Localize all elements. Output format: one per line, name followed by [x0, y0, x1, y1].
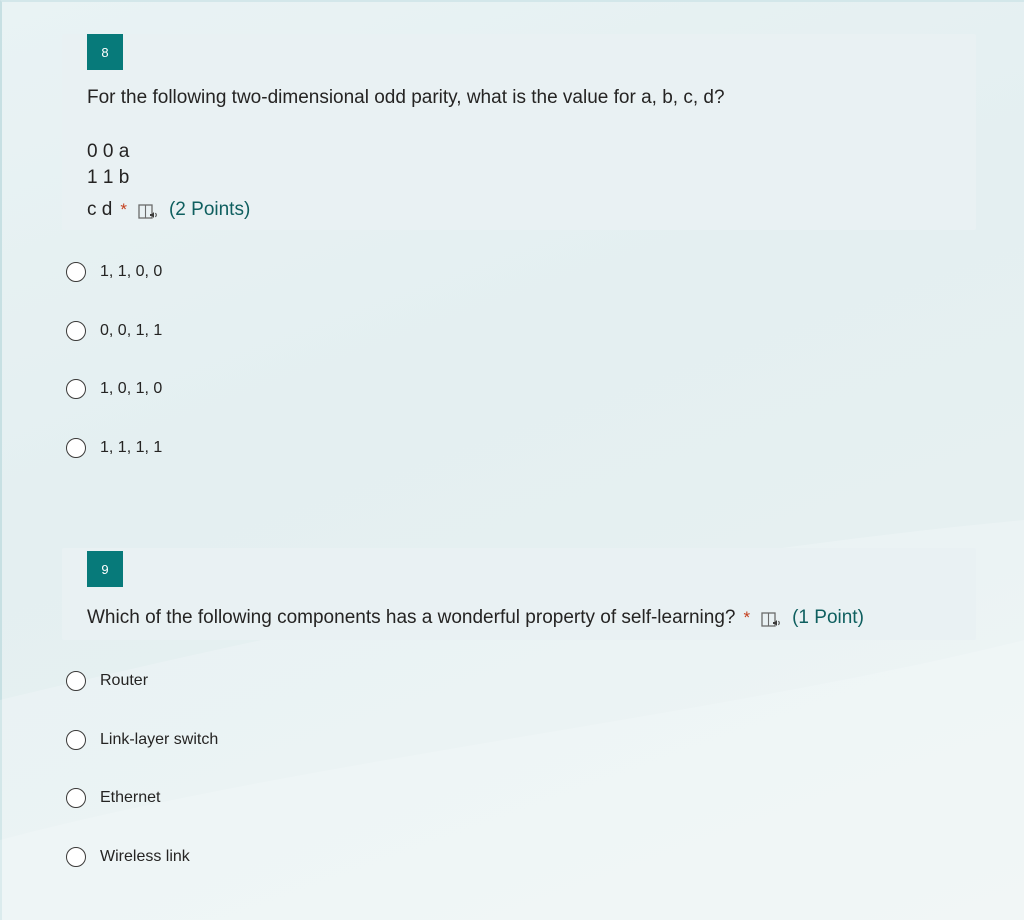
option-q8-4[interactable] [66, 436, 162, 460]
radio-circle[interactable] [66, 788, 86, 808]
question-title: For the following two-dimensional odd parity, what is the value for a, b, c, d? [87, 87, 725, 108]
option-q9-1[interactable] [66, 669, 148, 693]
question-title: Which of the following components has a wonderful property of self-learning? [87, 607, 736, 628]
question-number-badge: 8 [87, 34, 123, 70]
parity-row-2: 1 1 b [87, 167, 130, 188]
option-label: 1, 1, 1, 1 [100, 439, 163, 456]
option-label: Link-layer switch [100, 731, 219, 748]
question-number-badge: 9 [87, 551, 123, 587]
option-label: 1, 1, 0, 0 [100, 263, 163, 280]
question-card-9 [62, 548, 976, 640]
required-asterisk: * [743, 608, 751, 627]
radio-circle[interactable] [66, 671, 86, 691]
question-card-8 [62, 34, 976, 230]
radio-circle[interactable] [66, 262, 86, 282]
option-q8-3[interactable] [66, 377, 162, 401]
radio-circle[interactable] [66, 321, 86, 341]
option-q9-2[interactable] [66, 728, 218, 752]
option-label: Router [100, 672, 149, 689]
radio-circle[interactable] [66, 730, 86, 750]
parity-row-3-text: c d [87, 199, 113, 220]
option-q9-3[interactable] [66, 786, 160, 810]
option-label: Wireless link [100, 848, 190, 865]
points-label: (2 Points) [168, 199, 251, 220]
option-q8-2[interactable] [66, 319, 162, 343]
option-q8-1[interactable] [66, 260, 162, 284]
option-label: 1, 0, 1, 0 [100, 380, 163, 397]
question-title-row [87, 607, 864, 629]
parity-row-3 [87, 199, 250, 221]
points-label: (1 Point) [792, 607, 864, 628]
parity-row-1: 0 0 a [87, 141, 130, 162]
radio-circle[interactable] [66, 438, 86, 458]
immersive-reader-icon[interactable] [760, 610, 782, 630]
option-label: Ethernet [100, 789, 161, 806]
radio-circle[interactable] [66, 379, 86, 399]
radio-circle[interactable] [66, 847, 86, 867]
immersive-reader-icon[interactable] [137, 202, 159, 222]
option-label: 0, 0, 1, 1 [100, 322, 163, 339]
option-q9-4[interactable] [66, 845, 190, 869]
required-asterisk: * [120, 200, 127, 219]
